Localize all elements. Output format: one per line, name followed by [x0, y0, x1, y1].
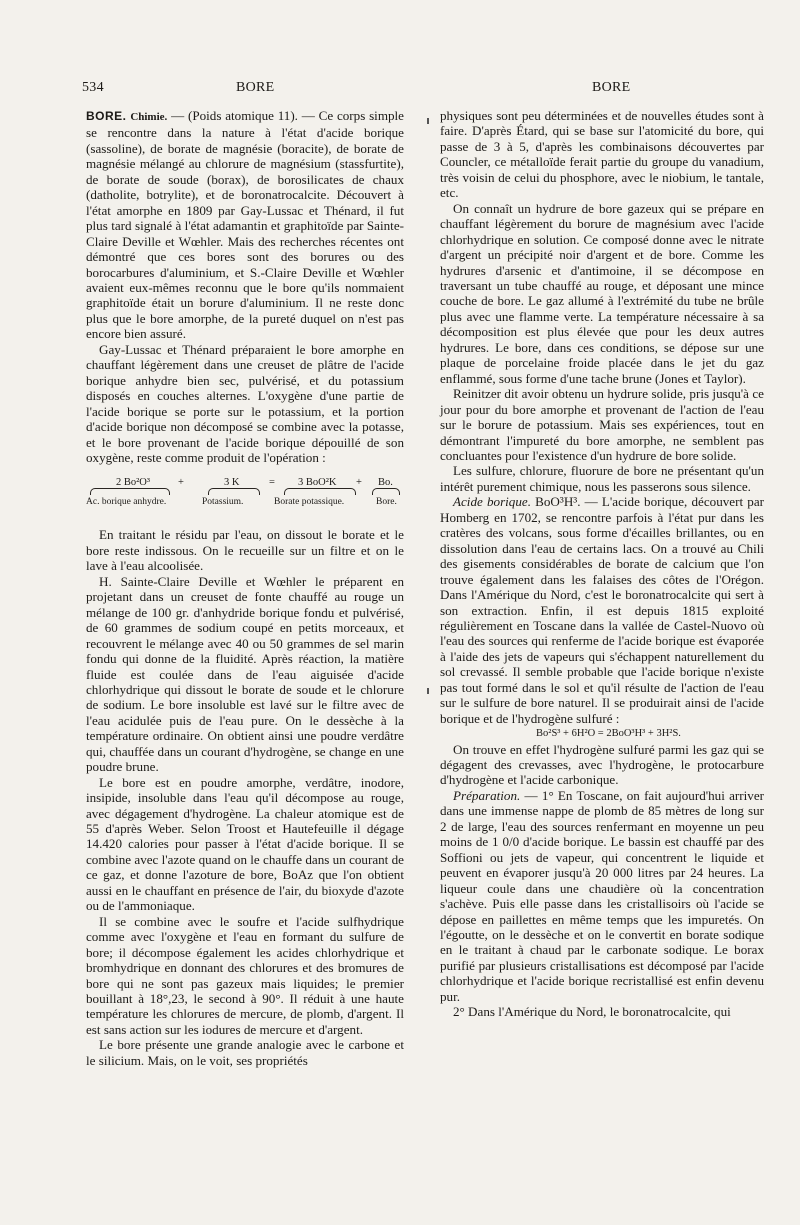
left-column: [86, 108, 404, 1068]
paragraph: Le bore présente une grande analogie avec le carbone et le silicium. Mais, on le voit, ses propriétés: [86, 1037, 404, 1068]
paragraph-text: BoO³H³. — L'acide borique, découvert par Homberg en 1702, se rencontre parfois à l'état pur dans les cratères des volcans, sous forme d'écailles brillantes, ou en dissolution dans l'eau de certains lacs. On a trouvé au Chili des gisements considérables de borate de calcium que l'on trouve également dans les falaises des côtes de l'Orégon. Dans l'Amérique du Nord, c'est le boronatrocalcite qui sert à son extraction. Enfin, il est depuis 1815 exploité régulièrement en Toscane dans la vallée de Castel-Nuovo où l'eau des sources qui renferme de l'acide borique est évaporée à l'aide des jets de vapeurs qui s'échappent naturellement du sol crevassé. Il semble probable que l'acide borique n'existe pas tout formé dans le sol et qu'il résulte de l'action de l'eau sur le sulfure de bore naturel. Il se produirait ainsi de l'acide borique et de l'hydrogène sulfuré :: [440, 494, 764, 726]
brace: [372, 488, 400, 495]
reaction-equation: [86, 471, 404, 519]
equation-label: Ac. borique anhydre.: [86, 497, 167, 508]
paragraph: On trouve en effet l'hydrogène sulfuré parmi les gaz qui se dégagent des crevasses, avec l'hydrogène, le protocarbure d'hydrogène et l'acide carbonique.: [440, 741, 764, 788]
margin-mark: [427, 688, 429, 694]
entry-lemma: BORE.: [86, 109, 127, 123]
equation-term: Bo.: [378, 477, 393, 489]
paragraph: Les sulfure, chlorure, fluorure de bore ne présentant qu'un intérêt purement chimique, nous les passerons sous silence.: [440, 463, 764, 494]
equation-operator: +: [356, 477, 362, 489]
equation-label: Borate potassique.: [274, 497, 345, 508]
paragraph: Il se combine avec le soufre et l'acide sulfhydrique comme avec l'oxygène et l'eau en formant du sulfure de bore; il décompose également les acides chlorhydrique et bromhydrique en donnant des chlorures et des bromures de bore qui ne sont pas gazeux mais liquides; le premier bouillant à 18°,23, le second à 90°. Il réduit à une haute température les chlorures de mercure, de plomb, d'argent. Il est sans action sur les iodures de mercure et d'argent.: [86, 913, 404, 1037]
paragraph-text: — (Poids atomique 11). — Ce corps simple se rencontre dans la nature à l'état d'acide borique (sassoline), de borate de magnésie (boracite), de borate de magnésie mélangé au chlorure de magnésium (stassfurtite), de borate de soude (borax), de borosilicates de chaux (datholite, botrylite), et de boronatrocalcite. Découvert à l'état amorphe en 1809 par Gay-Lussac et Thénard, il fut plus tard signalé à l'état adamantin et graphitoïde par Sainte-Claire Deville et Wœhler. Mais des recherches récentes ont démontré que ces bores sont des borures ou des borocarbures d'aluminium, et S.-Claire Deville et Wœhler avaient eux-mêmes reconnu que le bore qu'ils nommaient graphitoïde était un borure d'aluminium. Il ne reste donc plus que le bore amorphe, de la pureté duquel on n'est pas encore bien assuré.: [86, 108, 404, 342]
section-title: Préparation.: [453, 787, 521, 803]
paragraph: [440, 494, 764, 726]
running-head: [82, 80, 732, 100]
brace: [284, 488, 356, 495]
equation-label: Potassium.: [202, 497, 244, 508]
equation-operator: =: [269, 477, 275, 489]
paragraph: 2° Dans l'Amérique du Nord, le boronatrocalcite, qui: [453, 1004, 731, 1020]
brace: [90, 488, 170, 495]
paragraph-text: — 1° En Toscane, on fait aujourd'hui arriver dans une immense nappe de plomb de 85 mètres de long sur 2 de large, l'eau des sources renfermant en moyenne un peu moins de 1 0/0 d'acide borique. Le bassin est chauffé par des Soffioni ou jets de vapeur, qui concentrent le liquide et peuvent en évaporer jusqu'à 20 000 litres par 24 heures. La liqueur coule dans une chaudière où la concentration s'achève. Puis elle passe dans les cristallisoirs où l'acide se dépose en paillettes en même temps que les impuretés. On l'égoutte, on le dessèche et on le convertit en borate sodique en le traitant à chaud par le carbonate sodique. Le borax purifié par plusieurs cristallisations est décomposé par l'acide chlorhydrique et l'acide borique recristallisé est enfin devenu pur.: [440, 787, 764, 1004]
margin-mark: [427, 118, 429, 124]
paragraph: Reinitzer dit avoir obtenu un hydrure solide, pris jusqu'à ce jour pour du bore amorphe et provenant de l'action de l'eau sur le borure de potassium. Mais ses expériences, tout en démontrant l'impureté du bore amorphe, ne semblent pas concluantes pour l'existence d'un hydrure de bore solide.: [440, 386, 764, 463]
paragraph: H. Sainte-Claire Deville et Wœhler le préparent en projetant dans un creuset de fonte chauffé au rouge un mélange de 100 gr. d'anhydride borique fondu et pulvérisé, de 60 grammes de sodium coupé en petits morceaux, et recouvrent le mélange avec 40 ou 50 grammes de sel marin fondu qui donne de la fluidité. Après réaction, la matière fluide est coulée dans de l'eau aiguisée d'acide chlorhydrique qui dissout le borate de soude et le chlorure de sodium. Le bore insoluble est lavé sur le filtre avec de l'eau acidulée puis de l'eau pure. On le dessèche à la température ordinaire. On obtient ainsi une poudre verdâtre qui, chauffée dans un courant d'hydrogène, se change en une poudre brune.: [86, 573, 404, 775]
paragraph: Le bore est en poudre amorphe, verdâtre, inodore, insipide, insoluble dans l'eau qu'il décompose au rouge, avec dégagement d'hydrogène. La chaleur atomique est de 55 d'après Weber. Selon Troost et Hautefeuille il dégage 14.420 calories pour passer à l'état d'acide borique. Il se combine avec l'azote quand on le chauffe dans un courant de ce gaz, et donne l'azoture de bore, BoAz que l'on obtient aussi en le chauffant en présence de l'air, du bioxyde d'azote ou de l'ammoniaque.: [86, 774, 404, 914]
equation-operator: +: [178, 477, 184, 489]
equation-term: 3 K: [224, 477, 240, 489]
paragraph: On connaît un hydrure de bore gazeux qui se prépare en chauffant légèrement du borure de magnésium avec l'acide chlorhydrique en solution. Ce composé donne avec le nitrate d'argent un précipité noir d'argent et de bore. Comme les hydrures d'arsenic et d'antimoine, il se décompose en traversant un tube chauffé au rouge, et déposant une mince couche de bore. Le gaz allumé à l'extrémité du tube ne brûle plus avec une flamme verte. La température nécessaire à sa décomposition est plus élevée que pour les deux autres hydrures. Le bore, dans ces conditions, se dépose sur une plaque de porcelaine froide placée dans le jet du gaz enflammé, sous forme d'une tache brune (Jones et Taylor).: [440, 200, 764, 386]
right-column: [440, 108, 764, 1020]
equation-label: Bore.: [376, 497, 397, 508]
brace: [208, 488, 260, 495]
paragraph: [440, 788, 764, 1004]
section-title: Acide borique.: [453, 494, 531, 510]
page-number: 534: [82, 80, 104, 95]
entry-subsection: Chimie.: [130, 111, 168, 123]
reaction-equation: Bo²S³ + 6H²O = 2BoO³H³ + 3H²S.: [536, 728, 681, 740]
equation-term: 3 BoO²K: [298, 477, 337, 489]
paragraph: En traitant le résidu par l'eau, on dissout le borate et le bore reste indissous. On le recueille sur un filtre et on le lave à l'eau alcoolisée.: [86, 527, 404, 574]
paragraph: physiques sont peu déterminées et de nouvelles études sont à faire. D'après Étard, qui se base sur l'atomicité du bore, qui passe de 3 à 5, d'après les combinaisons découvertes par Councler, ce métalloïde ferait partie du groupe du vanadium, très voisin de celui du phosphore, avec le niobium, le tantale, etc.: [440, 108, 764, 201]
equation-term: 2 Bo²O³: [116, 477, 151, 489]
paragraph: [86, 108, 404, 342]
left-header-title: BORE: [236, 80, 275, 95]
paragraph: Gay-Lussac et Thénard préparaient le bore amorphe en chauffant légèrement dans une creuset de plâtre de l'acide borique anhydre bien sec, pulvérisé, et du potassium disposés en couches alternes. L'oxygène d'une partie de l'acide borique se porte sur le potassium, et la portion d'acide borique non décomposé se combine avec la potasse, et le bore provenant de l'acide borique dépouillé de son oxygène, reste comme produit de l'opération :: [86, 341, 404, 465]
right-header-title: BORE: [592, 80, 631, 95]
